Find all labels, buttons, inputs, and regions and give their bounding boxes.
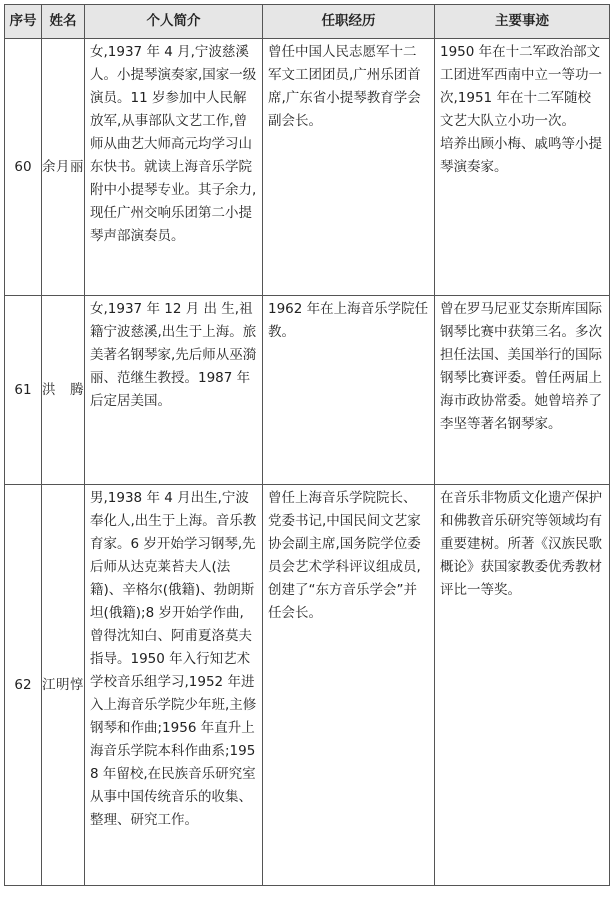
row-number: 60 bbox=[5, 39, 42, 296]
deeds-cell bbox=[435, 485, 610, 886]
header-num: 序号 bbox=[5, 5, 42, 39]
person-name: 洪 腾 bbox=[42, 296, 85, 485]
career-cell: 曾任上海音乐学院院长、党委书记,中国民间文艺家协会副主席,国务院学位委员会艺术学科评议组成员,创建了“东方音乐学会”并任会长。 bbox=[263, 485, 435, 886]
deeds-paragraph: 培养出顾小梅、戚鸣等小提琴演奏家。 bbox=[440, 136, 602, 175]
deeds-cell bbox=[435, 296, 610, 485]
deeds-paragraph: 在音乐非物质文化遗产保护和佛教音乐研究等领域均有重要建树。所著《汉族民歌概论》获国家教委优秀教材评比一等奖。 bbox=[440, 490, 602, 598]
intro-cell: 女,1937 年 12 月 出 生,祖籍宁波慈溪,出生于上海。旅美著名钢琴家,先后师从巫漪丽、范继生教授。1987 年后定居美国。 bbox=[85, 296, 263, 485]
biography-table bbox=[4, 4, 610, 886]
header-intro: 个人简介 bbox=[85, 5, 263, 39]
row-number: 61 bbox=[5, 296, 42, 485]
person-name: 江明惇 bbox=[42, 485, 85, 886]
header-deeds: 主要事迹 bbox=[435, 5, 610, 39]
table-row bbox=[5, 485, 610, 886]
header-name: 姓名 bbox=[42, 5, 85, 39]
career-cell: 1962 年在上海音乐学院任教。 bbox=[263, 296, 435, 485]
person-name: 余月丽 bbox=[42, 39, 85, 296]
intro-cell: 女,1937 年 4 月,宁波慈溪人。小提琴演奏家,国家一级演员。11 岁参加中人民解放军,从事部队文艺工作,曾师从曲艺大师高元均学习山东快书。就读上海音乐学院附中小提琴专业。其子余力,现任广州交响乐团第二小提琴声部演奏员。 bbox=[85, 39, 263, 296]
deeds-paragraph: 1950 年在十二军政治部文工团进军西南中立一等功一次,1951 年在十二军随校文艺大队立小功一次。 bbox=[440, 44, 602, 129]
table-header-row bbox=[5, 5, 610, 39]
table-row bbox=[5, 296, 610, 485]
row-number: 62 bbox=[5, 485, 42, 886]
deeds-cell bbox=[435, 39, 610, 296]
deeds-paragraph: 曾在罗马尼亚艾奈斯库国际钢琴比赛中获第三名。多次担任法国、美国举行的国际钢琴比赛评委。曾任两届上海市政协常委。她曾培养了李坚等著名钢琴家。 bbox=[440, 301, 602, 432]
table-row bbox=[5, 39, 610, 296]
header-career: 任职经历 bbox=[263, 5, 435, 39]
career-cell: 曾任中国人民志愿军十二军文工团团员,广州乐团首席,广东省小提琴教育学会副会长。 bbox=[263, 39, 435, 296]
intro-cell: 男,1938 年 4 月出生,宁波奉化人,出生于上海。音乐教育家。6 岁开始学习钢琴,先后师从达克莱苔夫人(法籍)、辛格尔(俄籍)、勃朗斯坦(俄籍);8 岁开始学作曲,曾得沈知白、阿甫夏洛莫夫指导。1950 年入行知艺术学校音乐组学习,1952 年进入上海音乐学院少年班,主修钢琴和作曲;1956 年直升上海音乐学院本科作曲系;1958 年留校,在民族音乐研究室从事中国传统音乐的收集、整理、研究工作。 bbox=[85, 485, 263, 886]
